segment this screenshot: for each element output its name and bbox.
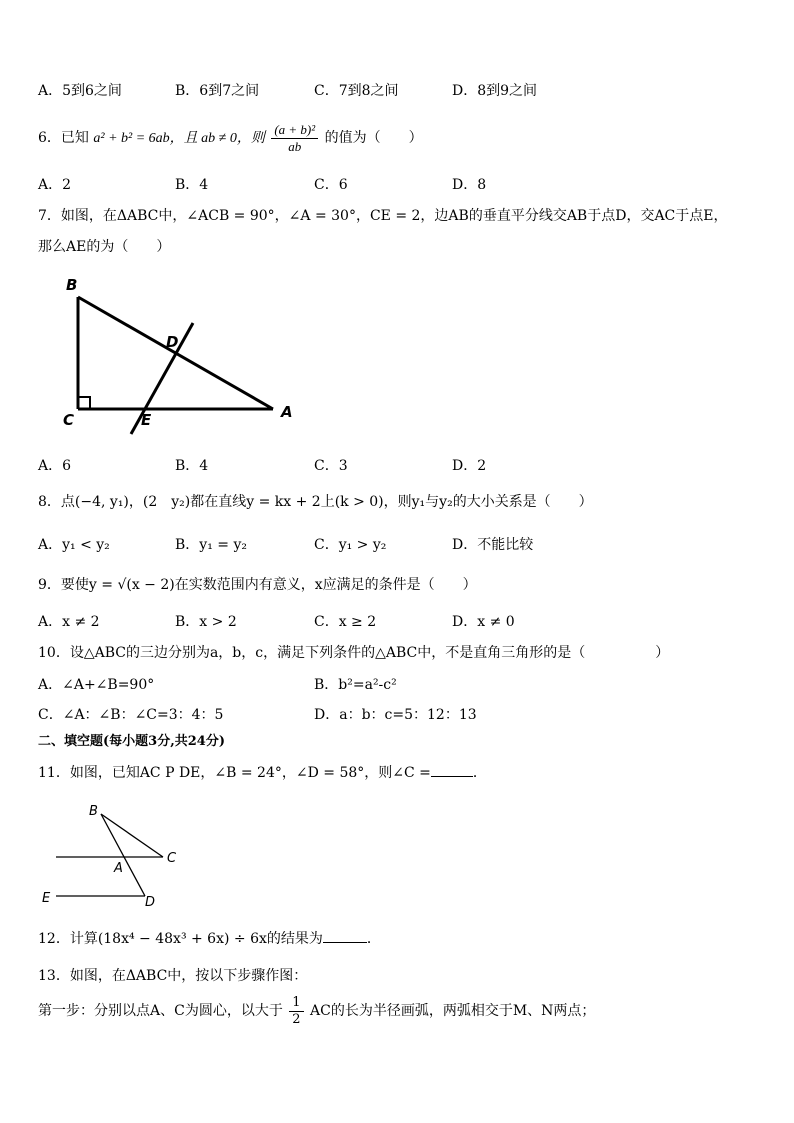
q6-option-a: A．2 [38,177,72,193]
q9-stem: 9．要使y = √(x − 2)在实数范围内有意义，x应满足的条件是（ ） [38,577,477,593]
q6-option-c: C．6 [314,177,348,193]
q13-step-one [38,994,595,1028]
q7-label-d: D [166,333,179,351]
q12-answer-blank [323,942,367,943]
q11-label-b: B [89,804,98,819]
q13-stem-line1: 13．如图，在ΔABC中，按以下步骤作图： [38,968,308,984]
q13-step-fraction-denominator: 2 [292,1011,301,1027]
q11-figure [38,800,188,910]
q5-option-a: A．5到6之间 [38,83,122,99]
q13-step-prefix: 第一步：分别以点A、C为圆心，以大于 [38,1003,283,1019]
q6-stem [38,121,423,156]
q7-stem-line1: 7．如图，在ΔABC中，∠ACB = 90°，∠A = 30°，CE = 2，边AB的垂直平分线交AB于点D，交AC于点E， [38,208,728,224]
q13-step-suffix: AC的长为半径画弧，两弧相交于M、N两点； [310,1003,596,1019]
q11-label-e: E [42,891,51,906]
q11-label-c: C [167,851,177,866]
q13-step-fraction [289,995,303,1028]
q6-fraction [271,122,318,155]
q7-label-c: C [63,411,75,429]
q6-option-b: B．4 [175,177,209,193]
q12-stem-text: 12．计算(18x⁴ − 48x³ + 6x) ÷ 6x的结果为 [38,931,323,947]
q8-option-c: C．y₁ > y₂ [314,537,387,553]
q10-option-b: B．b²=a²-c² [314,677,397,693]
q6-suffix: 的值为（ ） [324,130,423,146]
q12-stem [38,930,381,948]
q6-prefix: 6．已知 [38,130,89,146]
q8-option-b: B．y₁ = y₂ [175,537,247,553]
q9-option-b: B．x > 2 [175,614,237,630]
q8-option-a: A．y₁ < y₂ [38,537,110,553]
q10-stem: 10．设△ABC的三边分别为a，b，c，满足下列条件的△ABC中，不是直角三角形的是（ ） [38,645,670,661]
q11-stem [38,764,487,782]
q12-stem-end: ． [366,931,381,947]
q5-option-c: C．7到8之间 [314,83,399,99]
q13-step-fraction-numerator: 1 [289,995,303,1012]
q11-answer-blank [431,776,473,777]
q7-label-b: B [66,276,78,294]
q11-label-d: D [145,895,156,910]
q9-option-c: C．x ≥ 2 [314,614,377,630]
q10-option-a: A．∠A+∠B=90° [38,677,155,693]
q6-fraction-numerator: (a + b)² [271,122,318,139]
q7-option-b: B．4 [175,458,209,474]
q11-stem-end: ． [472,765,487,781]
q7-right-angle-mark [78,397,90,409]
q7-option-c: C．3 [314,458,348,474]
q9-option-d: D．x ≠ 0 [452,614,515,630]
q7-label-e: E [141,411,152,429]
q7-figure [55,272,315,442]
q6-fraction-denominator: ab [288,138,302,154]
q5-option-b: B．6到7之间 [175,83,260,99]
q7-stem-line2: 那么AE的为（ ） [38,239,171,255]
q11-segment-bc [101,814,163,857]
section-fill-in-heading: 二、填空题(每小题3分,共24分) [38,734,225,749]
q8-stem: 8．点(−4, y₁)，(2 y₂)都在直线y = kx + 2上(k > 0)，则y₁与y₂的大小关系是（ ） [38,494,593,510]
q5-option-d: D．8到9之间 [452,83,538,99]
q11-label-a: A [114,861,123,876]
q8-option-d: D．不能比较 [452,537,534,553]
q11-segment-bd [101,814,145,896]
q7-option-a: A．6 [38,458,72,474]
q9-option-a: A．x ≠ 2 [38,614,100,630]
q11-stem-text: 11．如图，已知AC P DE，∠B = 24°，∠D = 58°，则∠C = [38,765,431,781]
q7-label-a: A [281,403,293,421]
q10-option-d: D．a：b：c=5：12：13 [314,707,477,723]
q6-option-d: D．8 [452,177,487,193]
q10-option-c: C．∠A：∠B：∠C=3：4：5 [38,707,224,723]
q7-option-d: D．2 [452,458,487,474]
q6-condition: a² + b² = 6ab，且 ab ≠ 0，则 [93,131,265,146]
